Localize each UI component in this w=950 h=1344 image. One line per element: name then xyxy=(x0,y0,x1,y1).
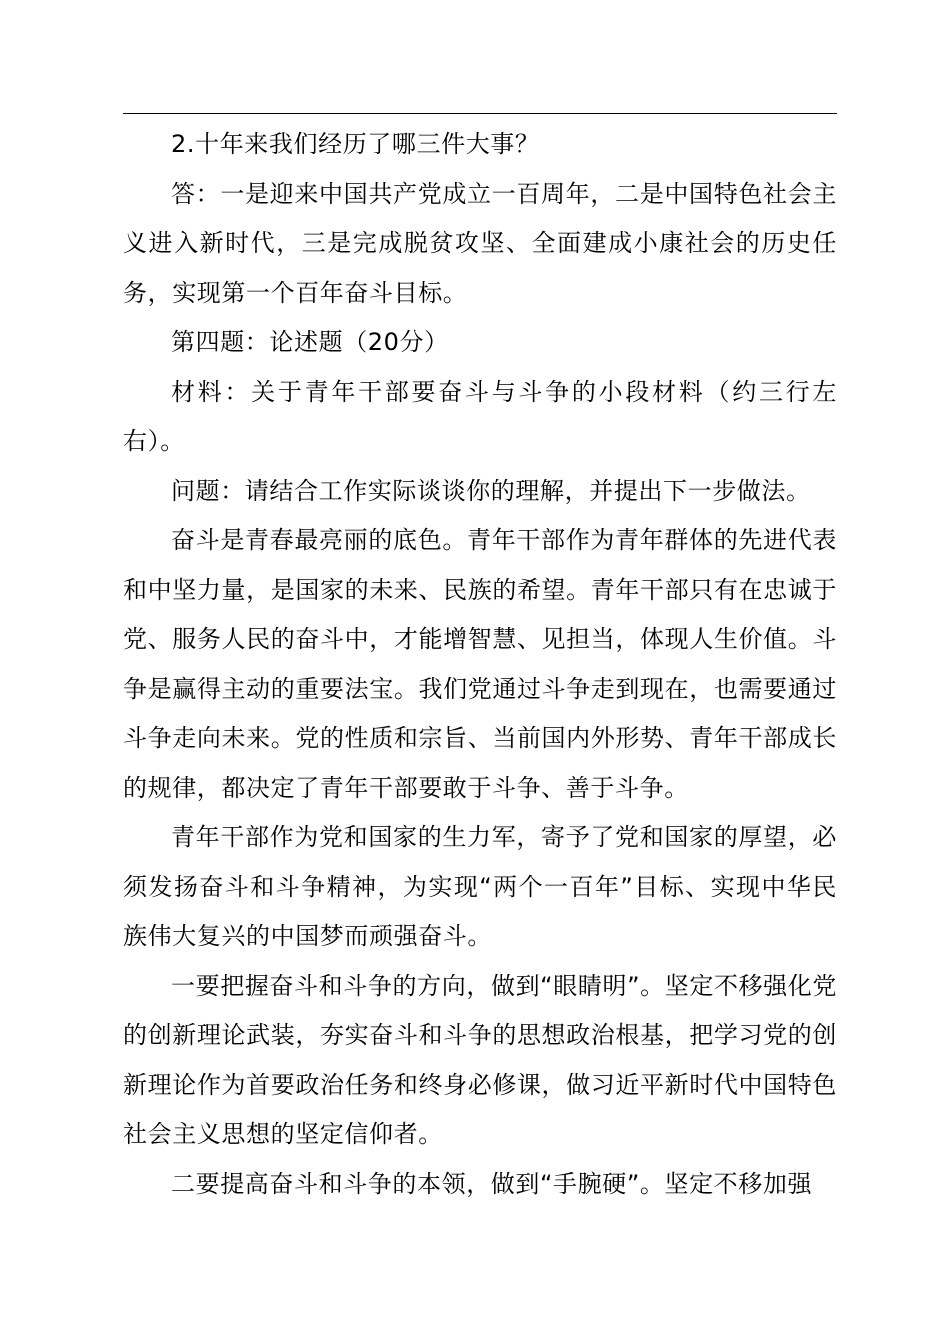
header-rule xyxy=(123,113,837,114)
body-paragraph-3: 一要把握奋斗和斗争的方向，做到“眼睛明”。坚定不移强化党的创新理论武装，夯实奋斗和斗争的思想政治根基，把学习党的创新理论作为首要政治任务和终身必修课，做习近平新时代中国特色社会主义思想的坚定信仰者。 xyxy=(123,971,837,1148)
question-2-text: 2.十年来我们经历了哪三件大事？ xyxy=(171,130,540,158)
question-2-answer: 答：一是迎来中国共产党成立一百周年，二是中国特色社会主义进入新时代，三是完成脱贫攻坚、全面建成小康社会的历史任务，实现第一个百年奋斗目标。 xyxy=(123,179,837,307)
body-paragraph-4: 二要提高奋斗和斗争的本领，做到“手腕硬”。坚定不移加强 xyxy=(171,1169,813,1198)
section-4-heading: 第四题：论述题（20分） xyxy=(171,328,449,356)
body-paragraph-1: 奋斗是青春最亮丽的底色。青年干部作为青年群体的先进代表和中坚力量，是国家的未来、民族的希望。青年干部只有在忠诚于党、服务人民的奋斗中，才能增智慧、见担当，体现人生价值。斗争是赢得主动的重要法宝。我们党通过斗争走到现在，也需要通过斗争走向未来。党的性质和宗旨、当前国内外形势、青年干部成长的规律，都决定了青年干部要敢于斗争、善于斗争。 xyxy=(123,526,837,802)
material-paragraph: 材料：关于青年干部要奋斗与斗争的小段材料（约三行左右）。 xyxy=(123,377,837,455)
question-paragraph: 问题：请结合工作实际谈谈你的理解，并提出下一步做法。 xyxy=(171,476,811,505)
body-paragraph-2: 青年干部作为党和国家的生力军，寄予了党和国家的厚望，必须发扬奋斗和斗争精神，为实现“两个一百年”目标、实现中华民族伟大复兴的中国梦而顽强奋斗。 xyxy=(123,823,837,950)
document-body xyxy=(123,120,837,1209)
